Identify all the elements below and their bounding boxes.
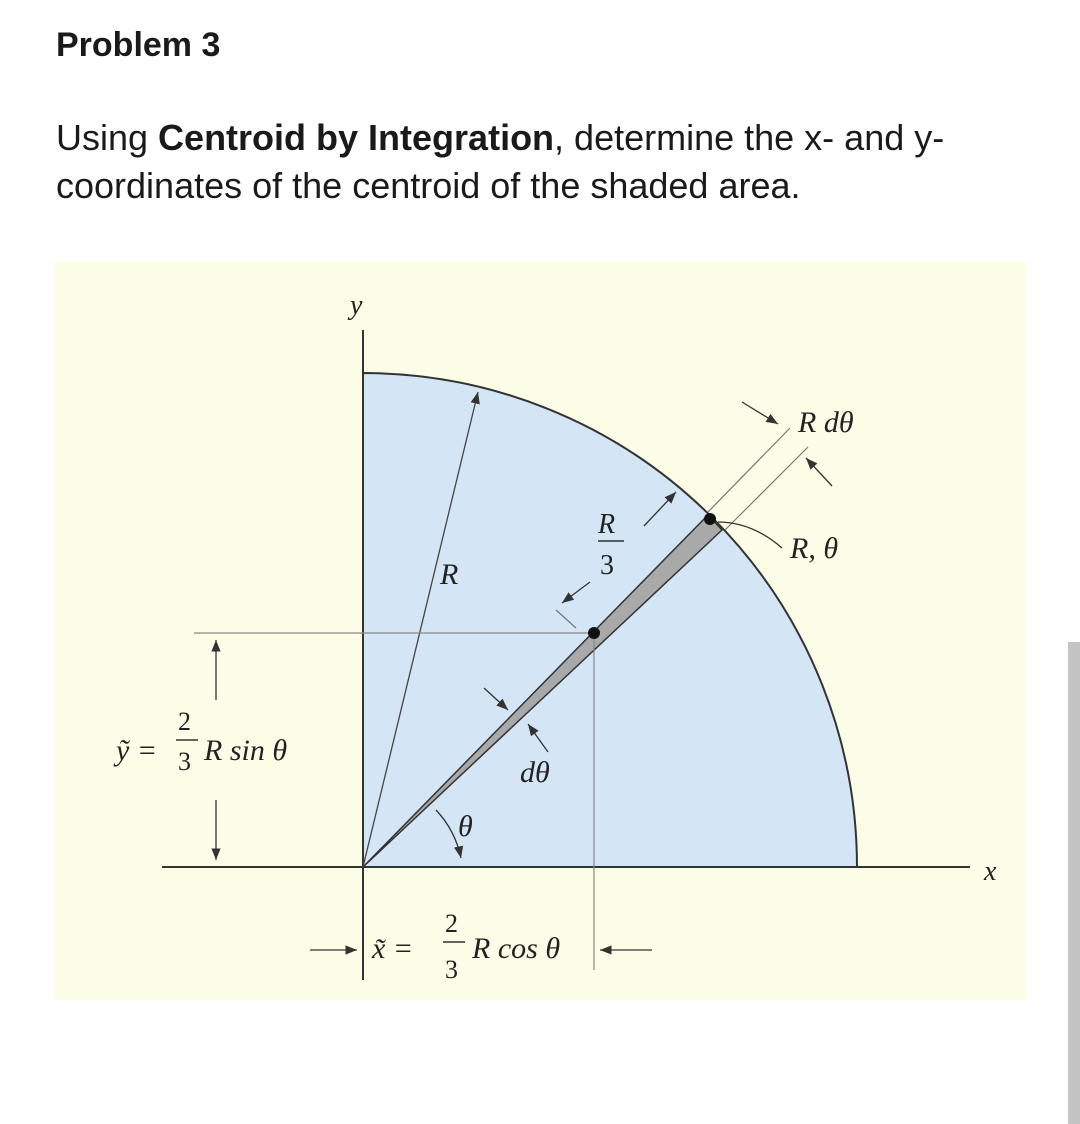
prompt-text-before: Using — [56, 117, 159, 158]
prompt-method: Centroid by Integration — [158, 117, 555, 158]
ybar-denominator: 3 — [178, 747, 191, 776]
radius-label: R — [440, 558, 459, 591]
problem-title: Problem 3 — [56, 26, 221, 64]
scrollbar[interactable] — [1068, 642, 1080, 1124]
prompt-text-after: , determine the x- and y-coordinates of the centroid of the shaded area. — [56, 117, 945, 206]
ybar-rhs: R sin θ — [204, 734, 288, 767]
xbar-rhs: R cos θ — [472, 932, 561, 965]
xbar-numerator: 2 — [445, 909, 458, 938]
theta-label: θ — [458, 810, 473, 843]
point-r-theta-dot — [704, 513, 716, 525]
dtheta-label: dθ — [520, 756, 550, 789]
r-third-numerator: R — [598, 509, 616, 540]
xbar-denominator: 3 — [445, 955, 458, 984]
xbar-lhs: x̃ = — [372, 932, 414, 965]
r-dtheta-label: R dθ — [798, 406, 854, 439]
strip-centroid-dot — [588, 627, 600, 639]
r-third-denominator: 3 — [600, 550, 614, 581]
ybar-lhs: ỹ = — [116, 734, 158, 767]
ybar-numerator: 2 — [178, 707, 191, 736]
y-axis-label: y — [350, 290, 363, 321]
point-label: R, θ — [790, 532, 839, 565]
x-axis-label: x — [984, 856, 997, 887]
